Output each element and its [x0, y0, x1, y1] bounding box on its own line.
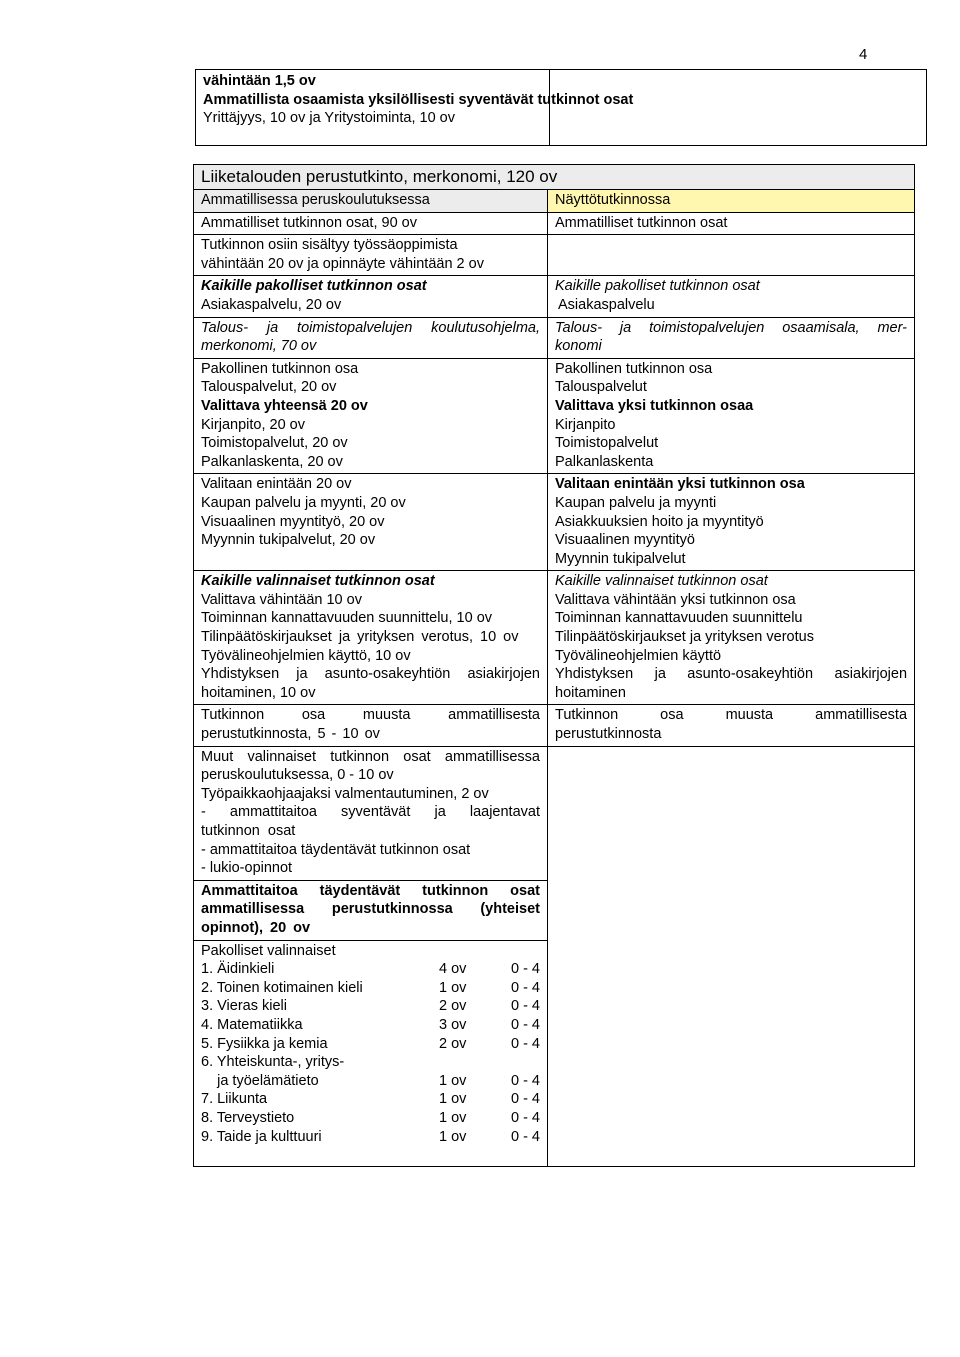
subject-hours: 1 ov: [439, 1091, 467, 1108]
header-right-text: Näyttötutkinnossa: [555, 192, 671, 208]
subject-name: 8. Terveystieto: [201, 1109, 295, 1126]
row9-left: [194, 746, 548, 880]
row10-left-text: Ammattitaitoa täydentävät tutkinnon osat ammatillisessa perustutkinnossa (yhteiset opinnot), 20 ov: [201, 882, 540, 936]
row6-left-line2: Kaupan palvelu ja myynti, 20 ov: [201, 494, 406, 511]
row6-left-line4: Myynnin tukipalvelut, 20 ov: [201, 532, 376, 549]
row9-left-line5: - lukio-opinnot: [201, 860, 293, 877]
row5-left-line6: Palkanlaskenta, 20 ov: [201, 453, 343, 470]
row10-left: [194, 880, 548, 940]
subject-range: 0 - 4: [510, 979, 540, 996]
row5-right-line3: Valittava yksi tutkinnon osaa: [555, 397, 754, 414]
subject-hours: 2 ov: [439, 1035, 467, 1052]
subject-hours: [439, 1053, 504, 1072]
row7-right-line3: Tilinpäätöskirjaukset ja yrityksen verotus: [555, 629, 814, 646]
row9-left-line3: - ammattitaitoa syventävät ja laajentavat tutkinnon osat: [201, 804, 549, 839]
subject-hours: 3 ov: [439, 1016, 467, 1033]
subject-name: ja työelämätieto: [201, 1072, 319, 1089]
row6-left: [194, 474, 548, 571]
subjects-heading: Pakolliset valinnaiset: [201, 942, 336, 959]
row6-left-line3: Visuaalinen myyntityö, 20 ov: [201, 513, 385, 530]
row8-right-text: Tutkinnon osa muusta ammatillisesta perustutkinnosta: [555, 707, 908, 743]
row3-right: [548, 276, 915, 317]
subject-name: 9. Taide ja kulttuuri: [201, 1128, 322, 1145]
row5-left-line3: Valittava yhteensä 20 ov: [201, 397, 368, 414]
row6-right-line4: Visuaalinen myyntityö: [555, 532, 695, 549]
row7-right-line1: Valittava vähintään yksi tutkinnon osa: [555, 591, 796, 608]
subject-row: [201, 997, 540, 1016]
row3-left: [194, 276, 548, 317]
row2-right: [548, 235, 915, 276]
row5-right-line4: Kirjanpito: [555, 416, 616, 433]
table-title: Liiketalouden perustutkinto, merkonomi, 120 ov: [201, 167, 558, 186]
row5-right-line5: Toimistopalvelut: [555, 435, 659, 452]
subject-hours: 1 ov: [439, 1128, 467, 1145]
row9-left-line4: - ammattitaitoa täydentävät tutkinnon osat: [201, 841, 471, 858]
row6-right: [548, 474, 915, 571]
subject-range: 0 - 4: [510, 1016, 540, 1033]
subject-range: 0 - 4: [510, 961, 540, 978]
row7-left-line4: Työvälineohjelmien käyttö, 10 ov: [201, 647, 411, 664]
page-number: 4: [859, 46, 868, 63]
row6-right-line2: Kaupan palvelu ja myynti: [555, 494, 717, 511]
subject-name: 2. Toinen kotimainen kieli: [201, 979, 363, 996]
subjects-list: [201, 960, 540, 1146]
row4-right-line2: konomi: [555, 338, 602, 355]
row9-left-line2: Työpaikkaohjaajaksi valmentautuminen, 2 ov: [201, 785, 489, 802]
subject-name: 3. Vieras kieli: [201, 998, 287, 1015]
subject-range: 0 - 4: [510, 1109, 540, 1126]
subject-row: [201, 1109, 540, 1128]
header-right: [548, 190, 915, 213]
row7-right-line2: Toiminnan kannattavuuden suunnittelu: [555, 610, 803, 627]
subject-range: 0 - 4: [510, 1128, 540, 1145]
row8-left: [194, 705, 548, 746]
header-left: [194, 190, 548, 213]
row5-right-line1: Pakollinen tutkinnon osa: [555, 360, 713, 377]
subject-row: [201, 1053, 540, 1072]
row3-right-heading: Kaikille pakolliset tutkinnon osat: [555, 278, 760, 295]
subject-row: [201, 1128, 540, 1147]
row5-left-line5: Toimistopalvelut, 20 ov: [201, 435, 348, 452]
row6-left-line1: Valitaan enintään 20 ov: [201, 476, 352, 493]
row11-left: [194, 940, 548, 1167]
row9-left-line1: Muut valinnaiset tutkinnon osat ammatillisessa peruskoulutuksessa, 0 - 10 ov: [201, 748, 545, 784]
row1-right: [548, 212, 915, 235]
row6-right-line5: Myynnin tukipalvelut: [555, 550, 686, 567]
row5-right-line2: Talouspalvelut: [555, 379, 647, 396]
subject-name: 1. Äidinkieli: [201, 961, 275, 978]
row4-right-line1: Talous- ja toimistopalvelujen osaamisala, mer-: [555, 319, 908, 336]
top-left-cell: [196, 70, 634, 146]
row7-right-heading: Kaikille valinnaiset tutkinnon osat: [555, 573, 768, 590]
subject-range: 0 - 4: [510, 1072, 540, 1089]
subject-row: [201, 1090, 540, 1109]
subject-name: 5. Fysiikka ja kemia: [201, 1035, 328, 1052]
subject-hours: 1 ov: [439, 1072, 467, 1089]
row5-right-line6: Palkanlaskenta: [555, 453, 654, 470]
row5-left: [194, 358, 548, 474]
subject-range: 0 - 4: [510, 1035, 540, 1052]
row1-right-text: Ammatilliset tutkinnon osat: [555, 214, 728, 231]
row5-left-line1: Pakollinen tutkinnon osa: [201, 360, 359, 377]
subject-row: [201, 960, 540, 979]
row7-left-line5: Yhdistyksen ja asunto-osakeyhtiön asiakirjojen hoitaminen, 10 ov: [201, 666, 545, 701]
curriculum-table: [193, 164, 915, 1167]
top-line-3: Yrittäjyys, 10 ov ja Yritystoiminta, 10 ov: [203, 110, 455, 127]
row7-right-line5: Yhdistyksen ja asunto-osakeyhtiön asiakirjojen hoitaminen: [555, 666, 912, 701]
row2-left-line1: Tutkinnon osiin sisältyy työssäoppimista: [201, 237, 458, 254]
row5-right: [548, 358, 915, 474]
subject-row: [201, 1035, 540, 1054]
subject-name: 6. Yhteiskunta-, yritys-: [201, 1054, 345, 1071]
row4-right: [548, 317, 915, 358]
row5-left-line4: Kirjanpito, 20 ov: [201, 416, 305, 433]
top-table: [195, 69, 927, 146]
row5-left-line2: Talouspalvelut, 20 ov: [201, 379, 337, 396]
row7-right-line4: Työvälineohjelmien käyttö: [555, 647, 722, 664]
row3-left-text: Asiakaspalvelu, 20 ov: [201, 296, 342, 313]
row4-left-line2: merkonomi, 70 ov: [201, 338, 317, 355]
row4-left-line1: Talous- ja toimistopalvelujen koulutusohjelma,: [201, 319, 540, 336]
row2-left-line2: vähintään 20 ov ja opinnäyte vähintään 2 ov: [201, 255, 484, 272]
subject-name: 7. Liikunta: [201, 1091, 268, 1108]
row6-right-line3: Asiakkuuksien hoito ja myyntityö: [555, 513, 764, 530]
row4-left: [194, 317, 548, 358]
subject-row: [201, 979, 540, 998]
row7-left-line2: Toiminnan kannattavuuden suunnittelu, 10 ov: [201, 610, 493, 627]
subject-name: 4. Matematiikka: [201, 1016, 303, 1033]
row7-left-line1: Valittava vähintään 10 ov: [201, 591, 362, 608]
subject-hours: 2 ov: [439, 998, 467, 1015]
row3-right-text: Asiakaspalvelu: [558, 296, 655, 313]
subject-range: 0 - 4: [510, 1091, 540, 1108]
subject-range: 0 - 4: [510, 998, 540, 1015]
header-left-text: Ammatillisessa peruskoulutuksessa: [201, 192, 430, 208]
row1-left-text: Ammatilliset tutkinnon osat, 90 ov: [201, 214, 417, 231]
row2-left: [194, 235, 548, 276]
subject-range: [504, 1053, 540, 1072]
table-title-cell: [194, 165, 915, 190]
subject-row: [201, 1016, 540, 1035]
row7-left-heading: Kaikille valinnaiset tutkinnon osat: [201, 573, 435, 590]
subject-hours: 1 ov: [439, 1109, 467, 1126]
row7-left-line3: Tilinpäätöskirjaukset ja yrityksen verotus, 10 ov: [201, 629, 519, 646]
subject-hours: 4 ov: [439, 961, 467, 978]
top-line-2: Ammatillista osaamista yksilöllisesti syventävät tutkinnot osat: [203, 91, 634, 108]
row7-right: [548, 571, 915, 705]
row7-left: [194, 571, 548, 705]
row1-left: [194, 212, 548, 235]
subject-row: [201, 1072, 540, 1091]
row8-left-text: Tutkinnon osa muusta ammatillisesta perustutkinnosta, 5 - 10 ov: [201, 707, 540, 743]
top-line-1: vähintään 1,5 ov: [203, 73, 316, 89]
row6-right-line1: Valitaan enintään yksi tutkinnon osa: [555, 476, 805, 493]
row9-right-empty: [548, 746, 915, 1166]
row8-right: [548, 705, 915, 746]
subject-hours: 1 ov: [439, 979, 467, 996]
row3-left-heading: Kaikille pakolliset tutkinnon osat: [201, 278, 427, 295]
